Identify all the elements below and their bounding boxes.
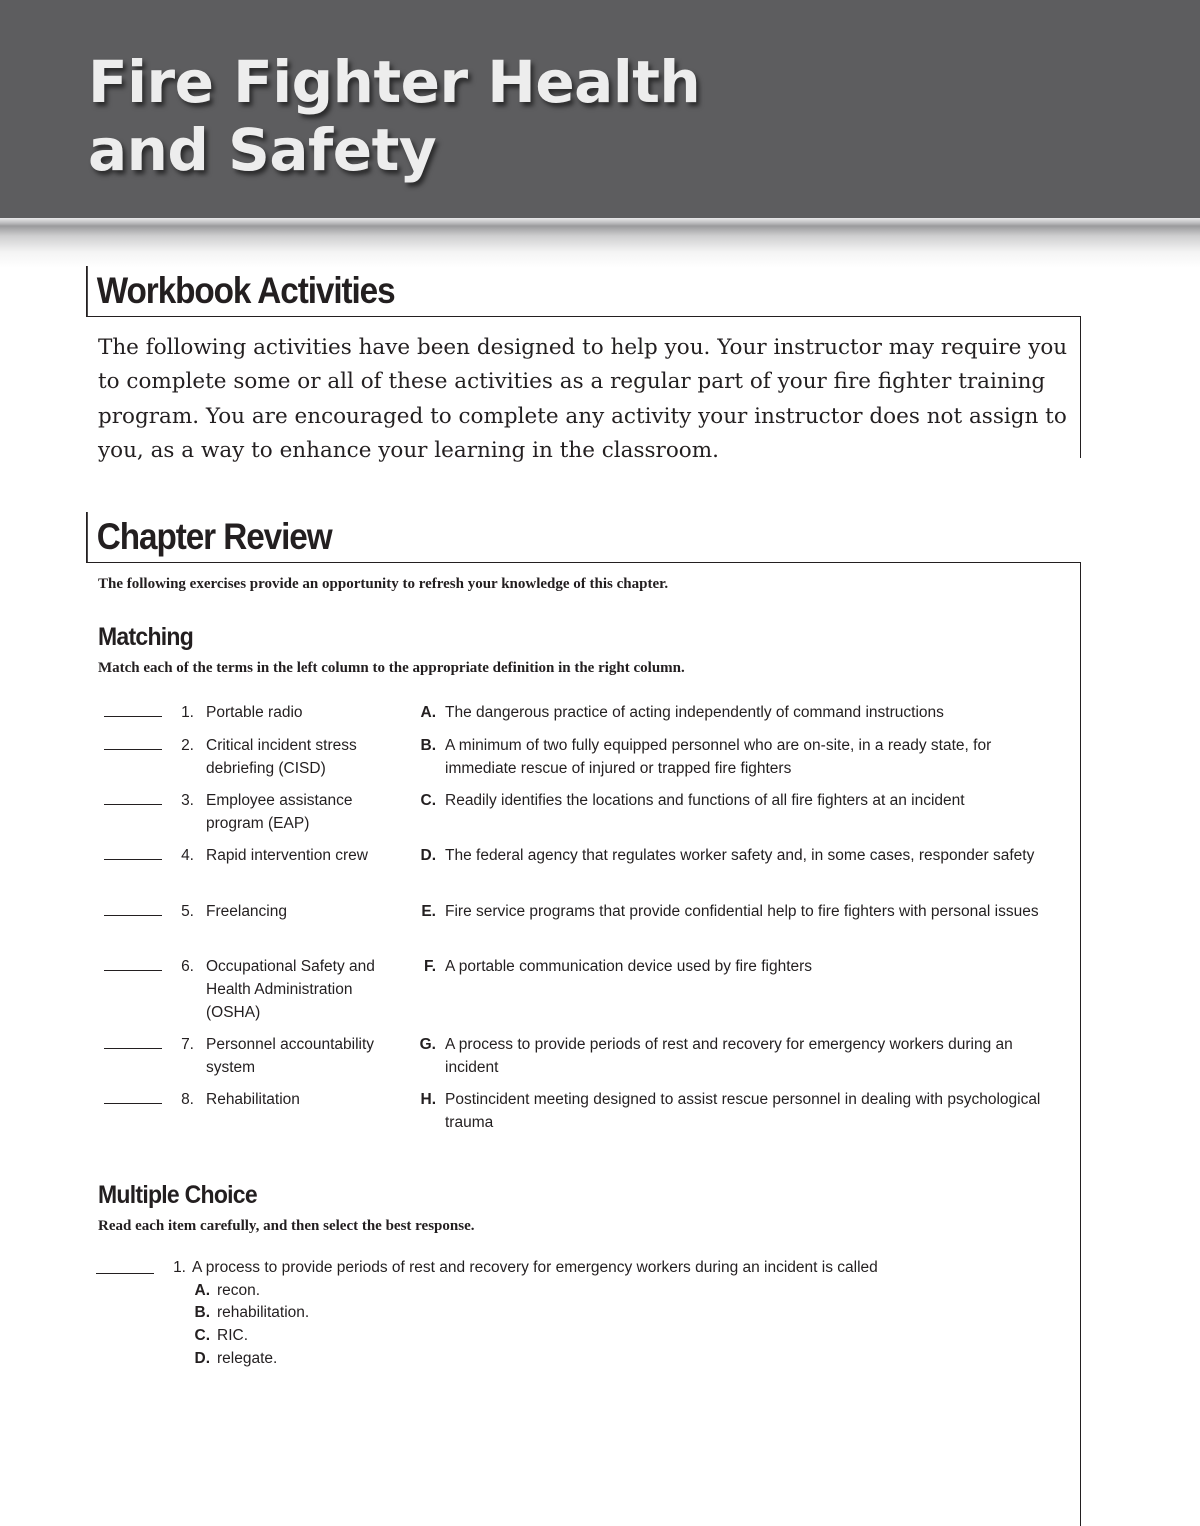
banner-edge [0,218,1200,268]
option-text: relegate. [217,1350,278,1367]
option-letter: D. [194,1350,210,1367]
option-text: RIC. [217,1327,248,1344]
workbook-intro: The following activities have been designed to help you. Your instructor may require you to complete some or all of these activities as a regular part of your fire fighter training program. You are encouraged to complete any activity your instructor does not assign to you, as a way to enhance your learning in the classroom. [98,335,1068,463]
term-number: 6. [181,958,194,975]
answer-option[interactable] [186,1347,586,1370]
definition-text: A portable communication device used by fire fighters [445,958,813,975]
definition-letter: A. [420,704,436,721]
chapter-review-rule [86,562,1081,563]
answer-blank[interactable] [104,716,162,717]
option-text: rehabilitation. [217,1304,310,1321]
definition-letter: B. [420,737,436,754]
question-text: A process to provide periods of rest and recovery for emergency workers during an incident is called [192,1259,878,1276]
term-number: 4. [181,847,194,864]
definition-text: The federal agency that regulates worker safety and, in some cases, responder safety [445,847,1035,864]
matching-heading: Matching [98,623,194,651]
matching-instruction: Match each of the terms in the left column to the appropriate definition in the right column. [98,660,685,676]
definition-text: Readily identifies the locations and functions of all fire fighters at an incident [445,792,965,809]
definition-text: Fire service programs that provide confidential help to fire fighters with personal issues [445,903,1039,920]
chapter-title-line2: and Safety [88,116,437,184]
definition-letter: E. [421,903,436,920]
definition-letter: G. [419,1036,436,1053]
answer-blank[interactable] [104,749,162,750]
answer-blank[interactable] [104,915,162,916]
term-text: Rehabilitation [206,1091,300,1108]
answer-option[interactable] [186,1301,586,1324]
workbook-side-rule [1080,316,1081,458]
answer-blank[interactable] [104,970,162,971]
term-number: 5. [181,903,194,920]
definition-letter: F. [423,958,436,975]
term-number: 3. [181,792,194,809]
option-letter: A. [194,1282,210,1299]
chapter-title-line1: Fire Fighter Health [88,48,701,116]
definition-letter: D. [420,847,436,864]
chapter-review-instruction: The following exercises provide an opportunity to refresh your knowledge of this chapter. [98,576,669,592]
answer-blank[interactable] [96,1273,154,1274]
term-number: 8. [181,1091,194,1108]
definition-text: A process to provide periods of rest and recovery for emergency workers during an incident [445,1036,1013,1076]
answer-option[interactable] [186,1279,586,1302]
answer-blank[interactable] [104,859,162,860]
chapter-review-side-rule [1080,562,1081,1526]
option-text: recon. [217,1282,261,1299]
term-text: Rapid intervention crew [206,847,368,864]
definition-letter: C. [420,792,436,809]
multiple-choice-heading: Multiple Choice [98,1181,257,1209]
definition-text: A minimum of two fully equipped personnel who are on-site, in a ready state, for immediate rescue of injured or trapped fire fighters [445,737,992,777]
multiple-choice-instruction: Read each item carefully, and then select the best response. [98,1218,475,1234]
term-number: 7. [181,1036,194,1053]
term-text: Freelancing [206,903,287,920]
definition-text: The dangerous practice of acting independently of command instructions [445,704,944,721]
term-text: Occupational Safety and Health Administration (OSHA) [206,958,375,1021]
answer-blank[interactable] [104,1048,162,1049]
term-text: Critical incident stress debriefing (CISD) [206,737,357,777]
chapter-review-heading: Chapter Review [86,512,332,562]
definition-letter: H. [420,1091,436,1108]
term-number: 1. [181,704,194,721]
option-letter: C. [194,1327,210,1344]
term-text: Personnel accountability system [206,1036,375,1076]
workbook-heading: Workbook Activities [86,266,395,316]
answer-blank[interactable] [104,804,162,805]
answer-blank[interactable] [104,1103,162,1104]
term-number: 2. [181,737,194,754]
question-number: 1. [173,1259,186,1276]
workbook-rule [86,316,1081,317]
chapter-title [88,48,700,184]
term-text: Employee assistance program (EAP) [206,792,353,832]
option-letter: B. [194,1304,210,1321]
answer-option[interactable] [186,1324,586,1347]
term-text: Portable radio [206,704,303,721]
definition-text: Postincident meeting designed to assist rescue personnel in dealing with psychological trauma [445,1091,1041,1131]
